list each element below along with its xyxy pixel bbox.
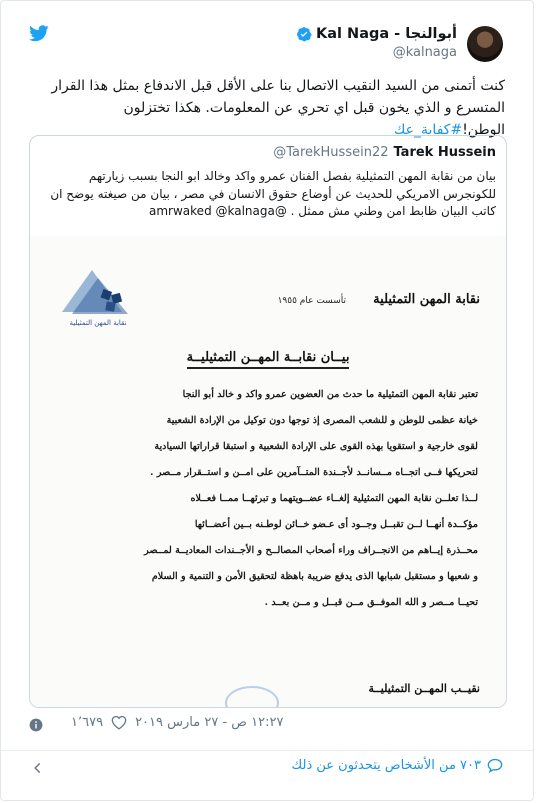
founded-date: تأسست عام ١٩٥٥ <box>277 296 346 306</box>
syndicate-logo <box>62 268 134 330</box>
author-handle[interactable]: @kalnaga <box>392 45 457 60</box>
speech-bubble-icon <box>487 758 503 773</box>
quoted-tweet[interactable] <box>29 135 507 708</box>
stamp-mark <box>225 686 279 707</box>
tweet-meta <box>71 715 283 730</box>
document-title-text: بيــان نقابــة المهــن التمثيليــة <box>187 350 350 369</box>
quoted-text: بيان من نقابة المهن التمثيلية بفصل الفنان عمرو واكد وخالد ابو النجا بسبب زيارتهم للكونجرس الامريكي للحديث عن أوضاع حقوق الانسان في مصر ، بيان من صيغته يوضح ان كاتب البيان ظابط امن وطني مش ممثل . @amrwaked @kalnaga <box>50 169 496 218</box>
document-line: مؤكــدة أنهــا لــن تقبــل وجــود أى عـضو خــائن لوطـنه بــين أعضــائها <box>194 519 478 530</box>
tweet-body: كنت أتمنى من السيد النقيب الاتصال بنا على الأقل قبل الاندفاع بمثل هذا القرار المتسرع و الذي يخون قبل اي تحري عن المعلومات. هكذا تختزلون الوطن! <box>51 78 505 138</box>
document-body <box>88 382 478 616</box>
heart-icon[interactable] <box>111 715 127 730</box>
quoted-author[interactable] <box>273 145 496 160</box>
verified-badge-icon <box>296 26 312 42</box>
quoted-name: Tarek Hussein <box>393 145 496 160</box>
document-line: و شعبها و مستقبل شبابها الذى يدفع ضريبة باهظة لتحقيق الأمن و التنمية و السلام <box>151 571 478 582</box>
timestamp[interactable]: ١٢:٢٧ ص - ٢٧ مارس ٢٠١٩ <box>135 715 284 730</box>
twitter-bird-icon[interactable] <box>29 25 49 42</box>
document-line: لقوى خارجية و استقويا بهذه القوى على الإرادة الشعبية و استبقا قراراتها السيادية <box>154 441 478 452</box>
document-line: محــذرة إيــاهم من الانجــراف وراء أصحاب المصالــح و الأجــندات المعاديــة لمــصر <box>144 545 478 556</box>
document-line: تحيــا مــصر و الله الموفــق مــن قبــل و مــن بعــد . <box>264 597 478 608</box>
info-icon[interactable] <box>29 718 43 732</box>
document-line: تعتبر نقابة المهن التمثيلية ما حدث من العضوين عمرو واكد و خالد أبو النجا <box>182 389 478 400</box>
document-signature: نقيــب المهــن التمثيليــة <box>368 682 480 695</box>
chevron-left-icon[interactable] <box>31 761 45 775</box>
quoted-handle: @TarekHussein22 <box>273 145 389 160</box>
hashtag-link[interactable]: #كفاية_عك <box>393 122 463 138</box>
document-line: لتحريكها فــى اتجــاه مــسانــد لأجــندة المتــآمرين على امــن و استــقرار مــصر . <box>150 467 478 478</box>
author-name[interactable]: Kal Naga - أبوالنجا <box>316 26 457 42</box>
avatar[interactable] <box>467 26 503 62</box>
logo-text: نقابة المهن التمثيلية <box>69 319 127 327</box>
document-title <box>30 350 506 365</box>
statement-image[interactable] <box>30 236 506 707</box>
divider <box>1 750 533 751</box>
document-line: لــذا تعلــن نقابة المهن التمثيلية إلغــاء عضــويتهما و تبرئهــا ممــا فعــلاه <box>190 493 478 504</box>
like-count[interactable]: ١٬٦٧٩ <box>71 715 104 730</box>
conversation-text[interactable]: ٧٠٣ من الأشخاص يتحدثون عن ذلك <box>291 758 481 773</box>
tweet-text <box>29 75 505 141</box>
document-line: خيانة عظمى للوطن و للشعب المصرى إذ توجها دون توكيل من الإرادة الشعبية <box>166 415 478 426</box>
conversation-link[interactable] <box>292 758 503 773</box>
author-block[interactable] <box>296 26 457 60</box>
document-organization: نقابة المهن التمثيلية <box>373 292 480 307</box>
